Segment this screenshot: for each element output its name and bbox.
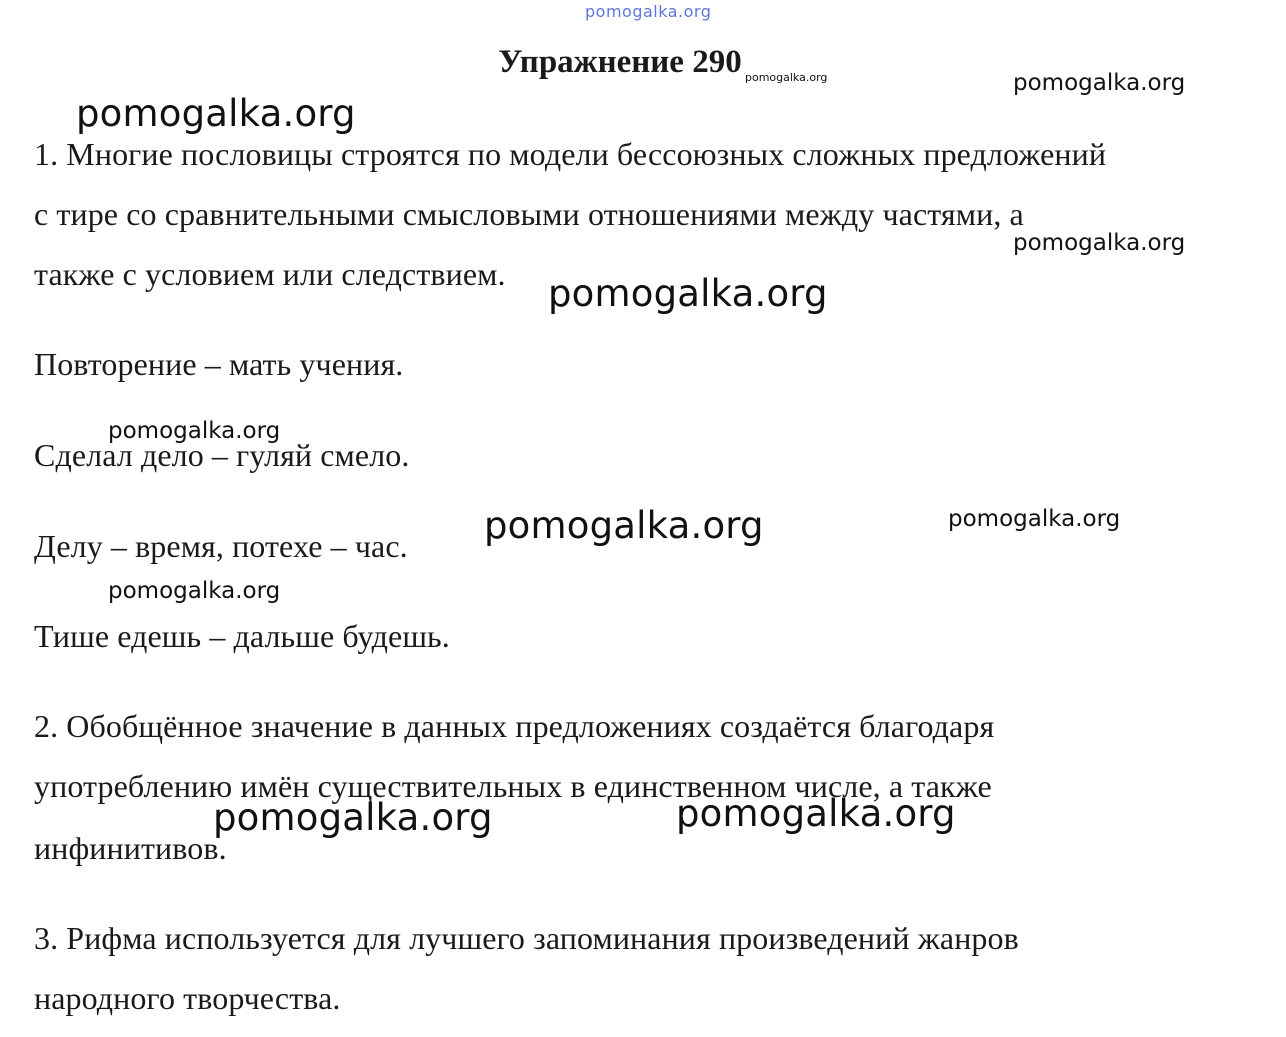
proverb-line: Сделал дело – гуляй смело. — [34, 437, 410, 473]
watermark: pomogalka.org — [676, 792, 956, 835]
watermark: pomogalka.org — [76, 92, 356, 135]
text-line: 1. Многие пословицы строятся по модели бессоюзных сложных предложений — [34, 136, 1107, 172]
watermark: pomogalka.org — [1013, 70, 1186, 96]
watermark: pomogalka.org — [1013, 230, 1186, 256]
watermark: pomogalka.org — [213, 796, 493, 839]
text-line: инфинитивов. — [34, 830, 227, 866]
proverb-line: Тише едешь – дальше будешь. — [34, 618, 450, 654]
watermark: pomogalka.org — [745, 71, 828, 84]
proverb-line: Делу – время, потехе – час. — [34, 528, 408, 564]
text-line: употреблению имён существительных в единственном числе, а также — [34, 768, 992, 804]
text-line: 3. Рифма используется для лучшего запоминания произведений жанров — [34, 920, 1019, 956]
text-line: также с условием или следствием. — [34, 256, 506, 292]
exercise-title: Упражнение 290 — [498, 44, 742, 80]
text-line: 2. Обобщённое значение в данных предложениях создаётся благодаря — [34, 708, 995, 744]
text-line: с тире со сравнительными смысловыми отношениями между частями, а — [34, 196, 1024, 232]
text-line: народного творчества. — [34, 980, 341, 1016]
proverb-line: Повторение – мать учения. — [34, 346, 404, 382]
watermark: pomogalka.org — [108, 578, 281, 604]
watermark: pomogalka.org — [548, 272, 828, 315]
watermark: pomogalka.org — [585, 2, 712, 21]
watermark: pomogalka.org — [948, 506, 1121, 532]
watermark: pomogalka.org — [484, 504, 764, 547]
watermark: pomogalka.org — [108, 418, 281, 444]
